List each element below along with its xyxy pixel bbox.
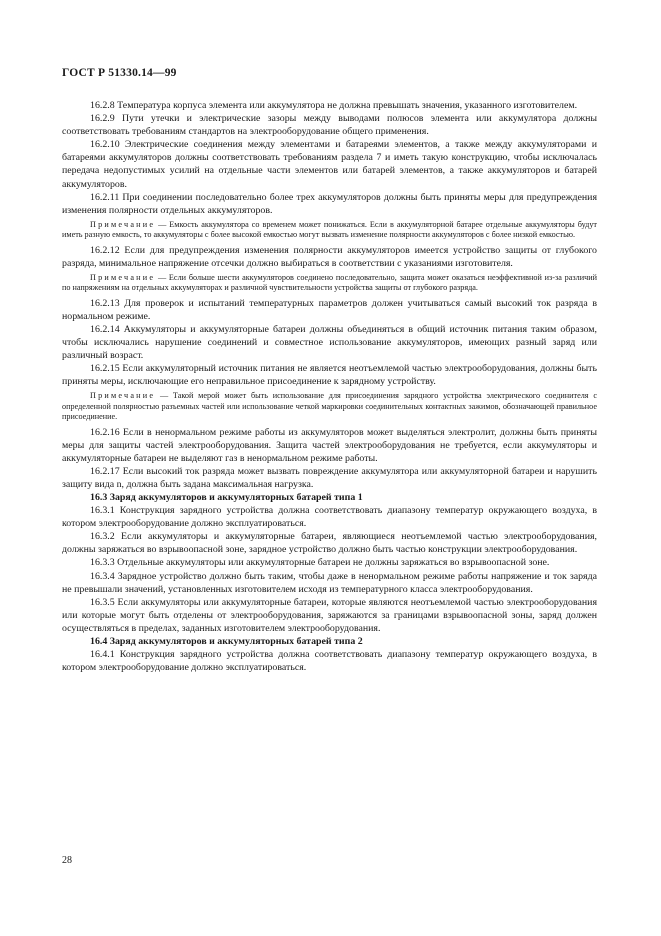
section-heading: 16.3 Заряд аккумуляторов и аккумуляторных батарей типа 1 [90,492,363,503]
body-paragraph: 16.2.17 Если высокий ток разряда может вызвать повреждение аккумулятора или аккумуляторной батареи и нарушить защиту вида n, должна быть задана максимальная нагрузка. [62,465,597,490]
body-paragraph: 16.4.1 Конструкция зарядного устройства должна соответствовать диапазону температур окружающего воздуха, в котором электрооборудование должно эксплуатироваться. [62,649,597,674]
document-body [62,99,597,674]
section-heading: 16.4 Заряд аккумуляторов и аккумуляторных батарей типа 2 [90,636,363,648]
page-number: 28 [62,855,72,866]
body-paragraph: 16.2.16 Если в ненормальном режиме работы из аккумуляторов может выделяться электролит, должны быть приняты меры для защиты частей электрооборудования. Защита частей электрооборудования не требуется, если аккумуляторы и аккумуляторные батареи не выделяют газ в ненормальном режиме работы. [62,426,597,464]
note-paragraph [62,391,597,422]
note-text: — Емкость аккумулятора со временем может понижаться. Если в аккумуляторной батарее отдельные аккумуляторы будут иметь разную емкость, то аккумуляторы с более высокой емкостью могут вызвать изменение полярности аккумуляторов с более низкой емкостью. [62,219,597,240]
body-paragraph: 16.2.15 Если аккумуляторный источник питания не является неотъемлемой частью электрооборудования, должны быть приняты меры, исключающие его неправильное присоединение к зарядному устройству. [62,363,597,388]
body-paragraph: 16.2.9 Пути утечки и электрические зазоры между выводами полюсов элемента или аккумулятора должны соответствовать требованиям стандартов на электрооборудование общего применения. [62,113,597,138]
note-label: Примечание [90,219,156,229]
body-paragraph: 16.3.5 Если аккумуляторы или аккумуляторные батареи, которые являются неотъемлемой частью электрооборудования или которые могут быть отделены от электрооборудования, заряжаются за границами взрывоопасной зоны, заряд должен осуществляться в пределах, заданных изготовителем электрооборудования. [62,596,597,634]
body-paragraph: 16.2.8 Температура корпуса элемента или аккумулятора не должна превышать значения, указанного изготовителем. [90,100,578,111]
document-header: ГОСТ Р 51330.14—99 [62,67,177,79]
body-paragraph: 16.2.11 При соединении последовательно более трех аккумуляторов должны быть приняты меры для предупреждения изменения полярности отдельных аккумуляторов. [62,191,597,216]
note-text: — Если больше шести аккумуляторов соединено последовательно, защита может оказаться неэффективной из-за различий по напряжениям на отдельных аккумуляторах и различной чувствительности устройства защиты от глубокого разряда. [62,272,597,293]
note-label: Примечание [90,272,156,282]
body-paragraph: 16.2.14 Аккумуляторы и аккумуляторные батареи должны объединяться в общий источник питания таким образом, чтобы исключались нарушение соединений и совместное использование аккумуляторов, имеющих разный заряд или различный возраст. [62,323,597,362]
note-label: Примечание [90,391,156,401]
note-text: — Такой мерой может быть использование для присоединения зарядного устройства электрического соединителя с определенной полярностью разъемных частей или использование четкой маркировки соединительных контактных зажимов, обозначающей правильное присоединение. [62,391,597,422]
body-paragraph: 16.2.12 Если для предупреждения изменения полярности аккумуляторов имеется устройство защиты от глубокого разряда, минимальное напряжение отсечки должно выбираться в соответствии с указаниями изготовителя. [62,244,597,269]
note-paragraph [62,220,597,241]
body-paragraph: 16.2.10 Электрические соединения между элементами и батареями элементов, а также между аккумуляторами и батареями аккумуляторов должны соответствовать требованиям раздела 7 и иметь такую конструкцию, чтобы исключалась передача недопустимых усилий на отдельные части элементов или батарей элементов, а также аккумуляторов и батарей аккумуляторов. [62,139,597,190]
body-paragraph: 16.3.4 Зарядное устройство должно быть таким, чтобы даже в ненормальном режиме работы напряжение и ток заряда не превышали значений, установленных изготовителем исходя из температурного класса электрооборудования. [62,570,597,595]
note-paragraph [62,273,597,294]
body-paragraph: 16.2.13 Для проверок и испытаний температурных параметров должен учитываться самый высокий ток разряда в нормальном режиме. [62,297,597,322]
body-paragraph: 16.3.3 Отдельные аккумуляторы или аккумуляторные батареи не должны заряжаться во взрывоопасной зоне. [90,557,550,569]
body-paragraph: 16.3.2 Если аккумуляторы и аккумуляторные батареи, являющиеся неотъемлемой частью электрооборудования, должны заряжаться во взрывоопасной зоне, зарядное устройство должно быть частью конструкции электрооборудования. [62,531,597,556]
body-paragraph: 16.3.1 Конструкция зарядного устройства должна соответствовать диапазону температур окружающего воздуха, в котором электрооборудование должно эксплуатироваться. [62,505,597,530]
